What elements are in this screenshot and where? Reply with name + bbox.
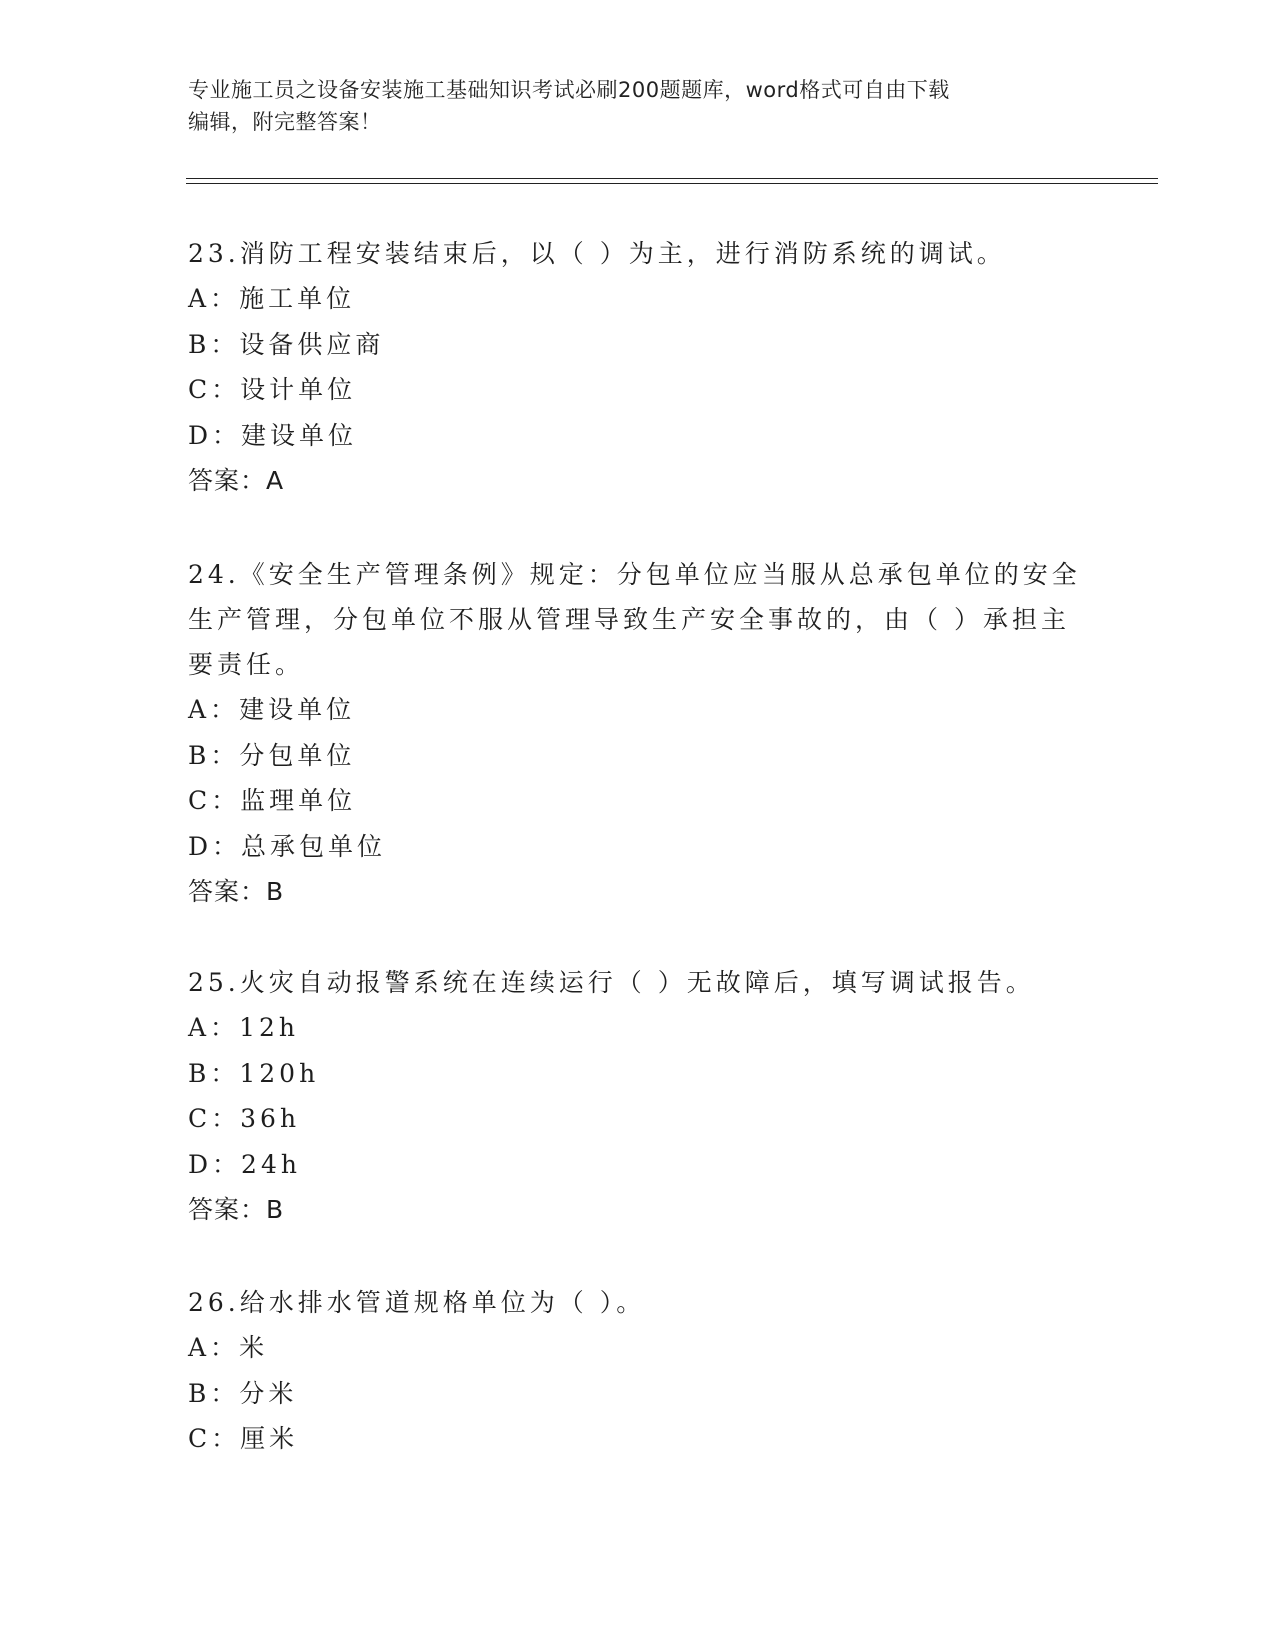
option-key: B： [188, 329, 240, 359]
option-text: 36h [240, 1104, 301, 1133]
option-text: 分包单位 [239, 740, 356, 770]
option-text: 建设单位 [241, 420, 358, 450]
option-key: C： [188, 375, 241, 404]
header-divider-bottom [186, 183, 1158, 184]
option-text: 12h [239, 1013, 299, 1042]
header-line-1: 专业施工员之设备安装施工基础知识考试必刷200题题库，word格式可自由下载 [188, 78, 950, 102]
option-c [188, 778, 1088, 824]
option-text: 24h [241, 1149, 301, 1179]
option-text: 设计单位 [240, 375, 357, 404]
option-a [188, 687, 1088, 733]
question-stem-line-3: 要责任。 [188, 650, 305, 679]
option-b [188, 322, 1088, 368]
option-d [188, 824, 1088, 870]
option-text: 总承包单位 [241, 831, 387, 861]
option-b [188, 1371, 1088, 1417]
option-key: C： [188, 1104, 241, 1133]
option-key: D： [188, 420, 242, 450]
question-25 [188, 960, 1088, 1232]
option-b [188, 733, 1088, 779]
question-stem: 23.消防工程安装结束后，以（ ）为主，进行消防系统的调试。 [188, 239, 1006, 268]
option-text: 分米 [239, 1378, 298, 1408]
option-key: A： [188, 284, 240, 313]
option-text: 120h [239, 1058, 320, 1088]
option-c [188, 367, 1088, 413]
option-text: 设备供应商 [239, 329, 385, 359]
option-text: 米 [239, 1333, 269, 1362]
option-key: D： [188, 1149, 242, 1179]
option-key: D： [188, 831, 242, 861]
header-line-2: 编辑，附完整答案！ [188, 110, 382, 134]
option-key: B： [188, 1058, 240, 1088]
option-c [188, 1096, 1088, 1142]
answer-line: 答案：A [188, 466, 285, 495]
option-text: 施工单位 [239, 284, 356, 313]
question-stem: 25.火灾自动报警系统在连续运行（ ）无故障后，填写调试报告。 [188, 968, 1035, 997]
option-key: C： [188, 786, 241, 815]
option-text: 建设单位 [239, 695, 356, 724]
option-key: A： [188, 695, 240, 724]
option-key: A： [188, 1013, 240, 1042]
option-text: 监理单位 [240, 786, 357, 815]
question-stem-line-2: 生产管理，分包单位不服从管理导致生产安全事故的，由（ ）承担主 [188, 605, 1070, 634]
option-c [188, 1416, 1088, 1462]
question-stem: 26.给水排水管道规格单位为（ ）。 [188, 1288, 646, 1317]
answer-line: 答案：B [188, 1195, 285, 1224]
document-header [188, 74, 1068, 138]
header-divider-top [186, 178, 1158, 179]
option-key: B： [188, 740, 240, 770]
question-23 [188, 231, 1088, 503]
option-key: B： [188, 1378, 240, 1408]
option-d [188, 413, 1088, 459]
option-a [188, 1325, 1088, 1371]
option-d [188, 1142, 1088, 1188]
option-a [188, 276, 1088, 322]
option-text: 厘米 [240, 1424, 299, 1453]
question-stem-line-1: 24.《安全生产管理条例》规定：分包单位应当服从总承包单位的安全 [188, 560, 1081, 589]
option-key: C： [188, 1424, 241, 1453]
question-26 [188, 1280, 1088, 1462]
option-a [188, 1005, 1088, 1051]
option-b [188, 1051, 1088, 1097]
answer-line: 答案：B [188, 877, 285, 906]
option-key: A： [188, 1333, 240, 1362]
question-24 [188, 552, 1088, 914]
